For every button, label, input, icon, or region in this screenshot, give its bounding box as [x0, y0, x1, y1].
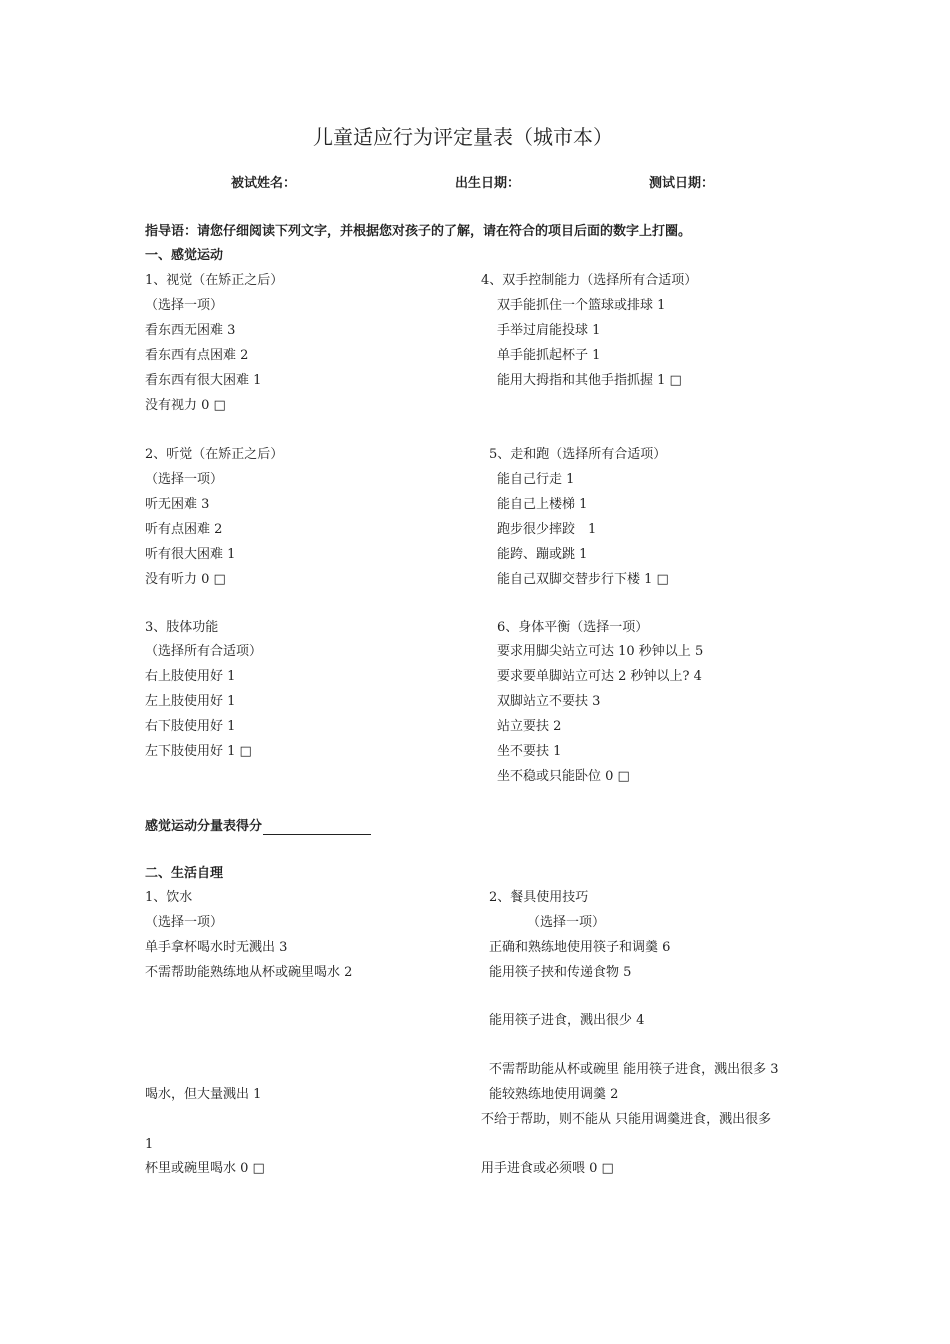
option-item[interactable]: 站立要扶 2	[497, 719, 562, 734]
option-item[interactable]: 能自己上楼梯 1	[497, 497, 588, 512]
item-title-utensils: 2、餐具使用技巧	[489, 890, 589, 905]
option-item[interactable]: 要求要单脚站立可达 2 秒钟以上? 4	[497, 669, 702, 684]
instruction: 指导语：请您仔细阅读下列文字，并根据您对孩子的了解，请在符合的项目后面的数字上打圈。	[145, 224, 692, 239]
item-title-vision: 1、视觉（在矫正之后）	[145, 273, 284, 288]
option-item[interactable]: 用手进食或必须喂 0 □	[481, 1161, 614, 1176]
option-item[interactable]: 双脚站立不要扶 3	[497, 694, 601, 709]
option-item[interactable]: 不给于帮助，则不能从 只能用调羹进食，溅出很多	[481, 1112, 772, 1127]
item-title-hands: 4、双手控制能力（选择所有合适项）	[481, 273, 698, 288]
option-item[interactable]: 能自己双脚交替步行下楼 1 □	[497, 572, 669, 587]
item-note: （选择一项）	[145, 298, 224, 313]
option-item[interactable]: 不需帮助能熟练地从杯或碗里喝水 2	[145, 965, 353, 980]
score-blank[interactable]	[263, 821, 371, 835]
section-heading-sensory-motor: 一、感觉运动	[145, 248, 224, 263]
item-title-drink: 1、饮水	[145, 890, 193, 905]
subscale-score	[145, 819, 371, 835]
option-item[interactable]: 单手拿杯喝水时无溅出 3	[145, 940, 288, 955]
option-item[interactable]: 喝水，但大量溅出 1	[145, 1087, 262, 1102]
option-item[interactable]: 1	[145, 1137, 154, 1152]
option-item[interactable]: 右上肢使用好 1	[145, 669, 236, 684]
item-title-walk: 5、走和跑（选择所有合适项）	[489, 447, 667, 462]
option-item[interactable]: 没有听力 0 □	[145, 572, 226, 587]
option-item[interactable]: 没有视力 0 □	[145, 398, 226, 413]
option-item[interactable]: 能用筷子挟和传递食物 5	[489, 965, 632, 980]
option-item[interactable]: 正确和熟练地使用筷子和调羹 6	[489, 940, 671, 955]
item-title-hearing: 2、听觉（在矫正之后）	[145, 447, 284, 462]
option-item[interactable]: 坐不要扶 1	[497, 744, 562, 759]
option-item[interactable]: 能较熟练地使用调羹 2	[489, 1087, 619, 1102]
item-note: （选择一项）	[145, 472, 224, 487]
option-item[interactable]: 听有点困难 2	[145, 522, 223, 537]
option-item[interactable]: 右下肢使用好 1	[145, 719, 236, 734]
option-item[interactable]: 手举过肩能投球 1	[497, 323, 601, 338]
option-item[interactable]: 要求用脚尖站立可达 10 秒钟以上 5	[497, 644, 704, 659]
item-note: （选择一项）	[527, 915, 606, 930]
option-item[interactable]: 能自己行走 1	[497, 472, 575, 487]
item-note: （选择一项）	[145, 915, 224, 930]
test-date-label: 测试日期：	[649, 176, 715, 191]
option-item[interactable]: 能用大拇指和其他手指抓握 1 □	[497, 373, 682, 388]
subscale-score-label: 感觉运动分量表得分	[145, 819, 263, 834]
option-item[interactable]: 听有很大困难 1	[145, 547, 236, 562]
item-note: （选择所有合适项）	[145, 644, 263, 659]
option-item[interactable]: 看东西有很大困难 1	[145, 373, 262, 388]
option-item[interactable]: 双手能抓住一个篮球或排球 1	[497, 298, 666, 313]
option-item[interactable]: 左下肢使用好 1 □	[145, 744, 252, 759]
option-item[interactable]: 杯里或碗里喝水 0 □	[145, 1161, 265, 1176]
name-label: 被试姓名：	[231, 176, 297, 191]
option-item[interactable]: 听无困难 3	[145, 497, 210, 512]
option-item[interactable]: 坐不稳或只能卧位 0 □	[497, 769, 630, 784]
option-item[interactable]: 左上肢使用好 1	[145, 694, 236, 709]
option-item[interactable]: 能跨、蹦或跳 1	[497, 547, 588, 562]
page-title: 儿童适应行为评定量表（城市本）	[313, 125, 613, 149]
section-heading-self-care: 二、生活自理	[145, 866, 224, 881]
item-title-balance: 6、身体平衡（选择一项）	[497, 620, 649, 635]
birth-date-label: 出生日期：	[455, 176, 521, 191]
item-title-limbs: 3、肢体功能	[145, 620, 219, 635]
option-item[interactable]: 看东西无困难 3	[145, 323, 236, 338]
option-item[interactable]: 不需帮助能从杯或碗里 能用筷子进食，溅出很多 3	[489, 1062, 779, 1077]
option-item[interactable]: 单手能抓起杯子 1	[497, 348, 601, 363]
option-item[interactable]: 看东西有点困难 2	[145, 348, 249, 363]
option-item[interactable]: 跑步很少摔跤 1	[497, 522, 597, 537]
option-item[interactable]: 能用筷子进食，溅出很少 4	[489, 1013, 645, 1028]
